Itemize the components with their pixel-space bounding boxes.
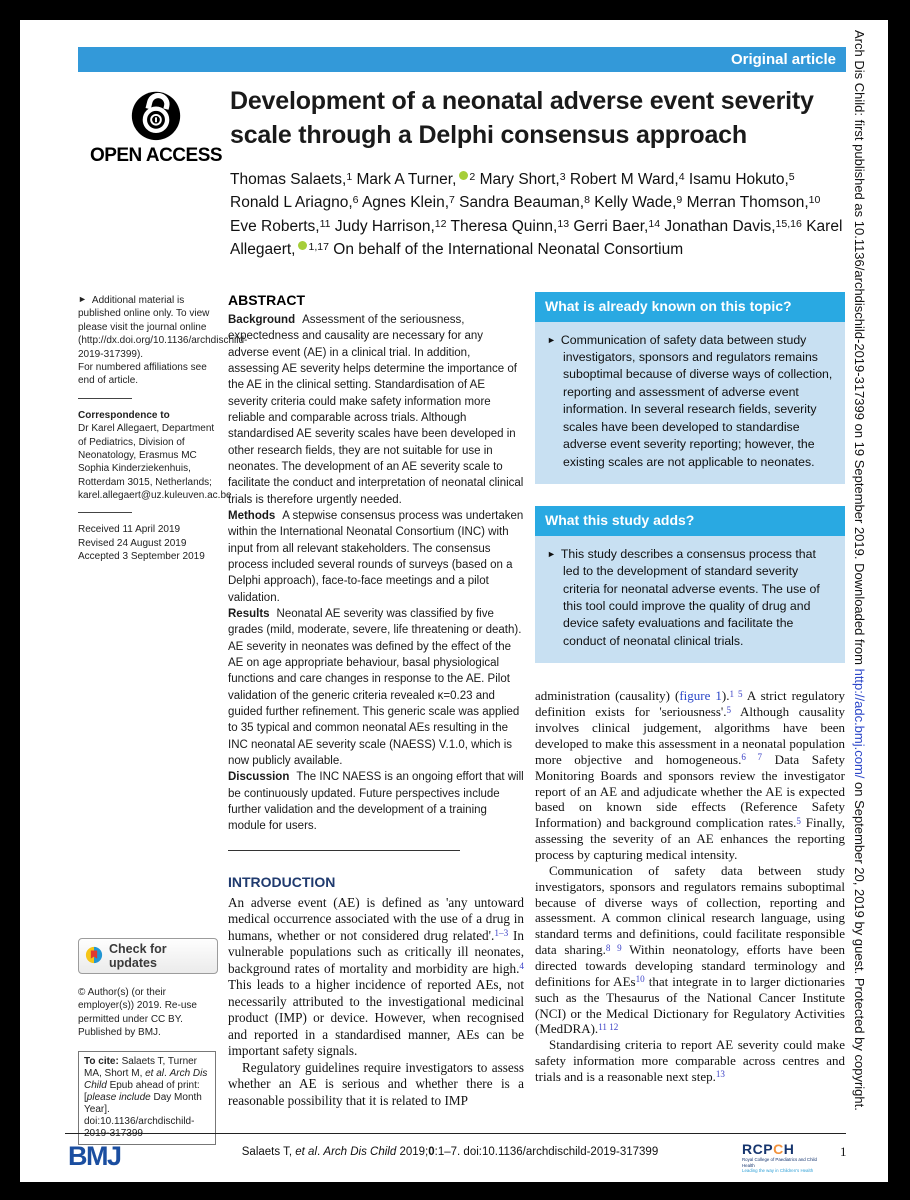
body-paragraph: Standardising criteria to report AE severity could make safety information more comparable across centres and trials and is a reasonable next step.$^{13}$ bbox=[535, 1037, 845, 1084]
known-topic-box-body bbox=[535, 322, 845, 485]
section-divider bbox=[228, 850, 460, 851]
abstract-heading: ABSTRACT bbox=[228, 292, 305, 308]
open-access-block bbox=[82, 84, 230, 167]
body-text bbox=[535, 688, 845, 1084]
affiliations-note: For numbered affiliations see end of article. bbox=[78, 361, 207, 387]
introduction-section bbox=[228, 874, 524, 1110]
content-columns bbox=[78, 292, 846, 1138]
introduction-paragraph: An adverse event (AE) is defined as 'any untoward medical occurrence associated with the use of a drug in humans, whether or not considered drug related'.$^{1-3}$ In vulnerable populations such as critically ill neonates, background rates of mortality and morbidity are high.$^4$ This leads to a higher incidence of reported AEs, not necessarily attributed to the investigational medicinal product (IMP) or device. However, when recognised and reported in a standardised manner, AEs can be important safety signals. bbox=[228, 894, 524, 1058]
study-adds-box-title: What this study adds? bbox=[535, 506, 845, 536]
article-page bbox=[20, 20, 888, 1182]
abstract-background: Background Assessment of the seriousness, expectedness and causality are necessary for any adverse event (AE) in a clinical trial. In addition, assessing AE severity helps determine the importance of the AE in the clinical setting. Standardisation of AE severity criteria could make safety information more reliable and comparable across trials. Although standardised AE severity scales have been developed in other research fields, they are not suitable for use in neonates. The development of an AE severity scale to facilitate the conduct and interpretation of neonatal clinical trials is therefore urgently needed. bbox=[228, 314, 524, 506]
abstract-discussion: Discussion The INC NAESS is an ongoing effort that will be continuously updated. Future perspectives include further validation and the development of a training module for users. bbox=[228, 771, 524, 833]
rcpch-letters: RCPCH bbox=[742, 1141, 795, 1157]
accepted-date: Accepted 3 September 2019 bbox=[78, 551, 205, 563]
open-access-lock-icon bbox=[82, 84, 230, 142]
abstract-results: Results Neonatal AE severity was classified by five grades (mild, moderate, severe, life threatening or death). AE severity in neonates was defined by the effect of the AE on age appropriate behaviour, basal physiological functions and care changes in response to the AE. Pilot validation of the generic criteria revealed κ=0.23 and guided further refinement. This generic scale was applied to 35 typical and common neonatal AEs resulting in the INC neonatal AE severity scale (NAESS) V.1.0, which is now publicly available. bbox=[228, 607, 522, 767]
inline-link[interactable]: figure 1 bbox=[679, 688, 722, 704]
study-adds-box bbox=[535, 506, 845, 663]
abstract-section bbox=[228, 292, 524, 835]
sidebar-divider bbox=[78, 398, 132, 399]
known-topic-box bbox=[535, 292, 845, 484]
download-copyright-strip: Arch Dis Child: first published as 10.1136/archdischild-2019-317399 on 19 September 2019. Downloaded from http://adc.bmj.com/ on September 20, 2019 by guest. Protected by copyright. bbox=[852, 30, 867, 1111]
copyright-notice: © Author(s) (or their employer(s)) 2019. Re-use permitted under CC BY. Published by BMJ. bbox=[78, 987, 197, 1039]
to-cite-box bbox=[78, 1051, 216, 1145]
check-for-updates-label: Check for updates bbox=[109, 942, 167, 970]
known-topic-bullet: ► Communication of safety data between study investigators, sponsors and regulators remains suboptimal because of diverse ways of collection, reporting and assessment of adverse event information. In several research fields, severity scales have been developed to standardise adverse event severity reporting; however, the existing scales are not applicable to neonates. bbox=[547, 332, 833, 469]
correspondence-address: Dr Karel Allegaert, Department of Pediatrics, Division of Neonatology, Erasmus MC Sophia Kinderziekenhuis, Rotterdam 3015, Netherlands; karel.allegaert@uz.kuleuven.ac.be bbox=[78, 423, 232, 502]
received-date: Received 11 April 2019 bbox=[78, 524, 181, 536]
correspondence-label: Correspondence to bbox=[78, 409, 170, 421]
study-adds-bullet: ► This study describes a consensus process that led to the development of standard severity criteria for neonatal adverse events. The use of this tool could improve the quality of drug and device safety evaluations and facilitate the conduct of neonatal clinical trials. bbox=[547, 546, 820, 648]
author-list: Thomas Salaets,$^1$ Mark A Turner, $^2$ Mary Short,$^3$ Robert M Ward,$^4$ Isamu Hokuto,$^5$ Ronald L Ariagno,$^6$ Agnes Klein,$^7$ Sandra Beauman,$^8$ Kelly Wade,$^9$ Merran Thomson,$^{10}$ Eve Roberts,$^{11}$ Judy Harrison,$^{12}$ Theresa Quinn,$^{13}$ Gerri Baer,$^{14}$ Jonathan Davis,$^{15,16}$ Karel Allegaert, $^{1,17}$ On behalf of the International Neonatal Consortium bbox=[230, 171, 843, 258]
article-type-banner bbox=[78, 47, 846, 72]
middle-column bbox=[228, 292, 524, 1109]
page-number: 1 bbox=[840, 1144, 847, 1159]
body-paragraph: Communication of safety data between study investigators, sponsors and regulators remains suboptimal because of diverse ways of collection, reporting and assessment. A common clinical research language, using standard terms and definitions, could facilitate responsible data sharing.$^{8 9}$ Within neonatology, efforts have been directed towards developing standard terminology and definitions for AEs$^{10}$ that integrate in to larger dictionaries such as the Thesaurus of the National Cancer Institute (NCI) or the Medical Dictionary for Regulatory Activities (MedDRA).$^{11 12}$ bbox=[535, 862, 846, 1037]
article-title: Development of a neonatal adverse event severity scale through a Delphi consensus approach bbox=[230, 87, 814, 149]
right-column bbox=[535, 292, 845, 1085]
known-topic-box-title: What is already known on this topic? bbox=[535, 292, 845, 322]
introduction-paragraph: Regulatory guidelines require investigators to assess whether an AE is serious and whether there is a reasonable possibility that it is related to IMP bbox=[228, 1059, 524, 1108]
abstract-methods: Methods A stepwise consensus process was undertaken within the International Neonatal Consortium (INC) with input from all relevant stakeholders. The consensus process included several rounds of surveys (based on a Delphi approach), face-to-face meetings and a pilot validation. bbox=[228, 509, 524, 604]
study-adds-box-body bbox=[535, 536, 845, 664]
article-type-label: Original article bbox=[730, 51, 836, 68]
body-paragraph: administration (causality) (figure 1).$^{1 5}$ A strict regulatory definition exists for 'seriousness'.$^5$ Although causality involves clinical judgement, algorithms have been developed to make this assessment in a neonatal population more objective and homogeneous.$^{6 7}$ Data Safety Monitoring Boards and sponsors review the investigator report of an AE and adjudicate whether the AE is expected based on known side effects (Reference Safety Information) and background complication rates.$^5$ Finally, assessing the severity of an AE enhances the reporting process by capturing medical intensity. bbox=[535, 688, 846, 862]
inline-link[interactable]: http://adc.bmj.com/ bbox=[852, 668, 867, 779]
revised-date: Revised 24 August 2019 bbox=[78, 537, 187, 549]
to-cite-text: To cite: Salaets T, Turner MA, Short M, et al. Arch Dis Child Epub ahead of print: [please include Day Month Year]. doi:10.1136/archdischild-2019-317399 bbox=[84, 1056, 208, 1139]
rcpch-name: Royal College of Paediatrics and Child Health bbox=[742, 1157, 817, 1168]
check-for-updates-button[interactable] bbox=[78, 938, 218, 974]
introduction-heading: INTRODUCTION bbox=[228, 873, 336, 890]
crossmark-icon bbox=[85, 946, 103, 967]
rcpch-logo bbox=[742, 1141, 824, 1173]
rcpch-tagline: Leading the way in Children's Health bbox=[742, 1168, 814, 1173]
additional-material-note: ► Additional material is published online only. To view please visit the journal online (http://dx.doi.org/10.1136/archdischild-2019-317399). bbox=[78, 294, 248, 360]
bmj-logo: BMJ bbox=[68, 1141, 121, 1171]
sidebar-divider bbox=[78, 512, 132, 513]
open-access-label: OPEN ACCESS bbox=[89, 145, 223, 166]
footer-rule bbox=[65, 1133, 846, 1134]
left-sidebar bbox=[78, 294, 248, 1140]
footer-citation: Salaets T, et al. Arch Dis Child 2019;0:1–7. doi:10.1136/archdischild-2019-317399 bbox=[241, 1146, 659, 1158]
